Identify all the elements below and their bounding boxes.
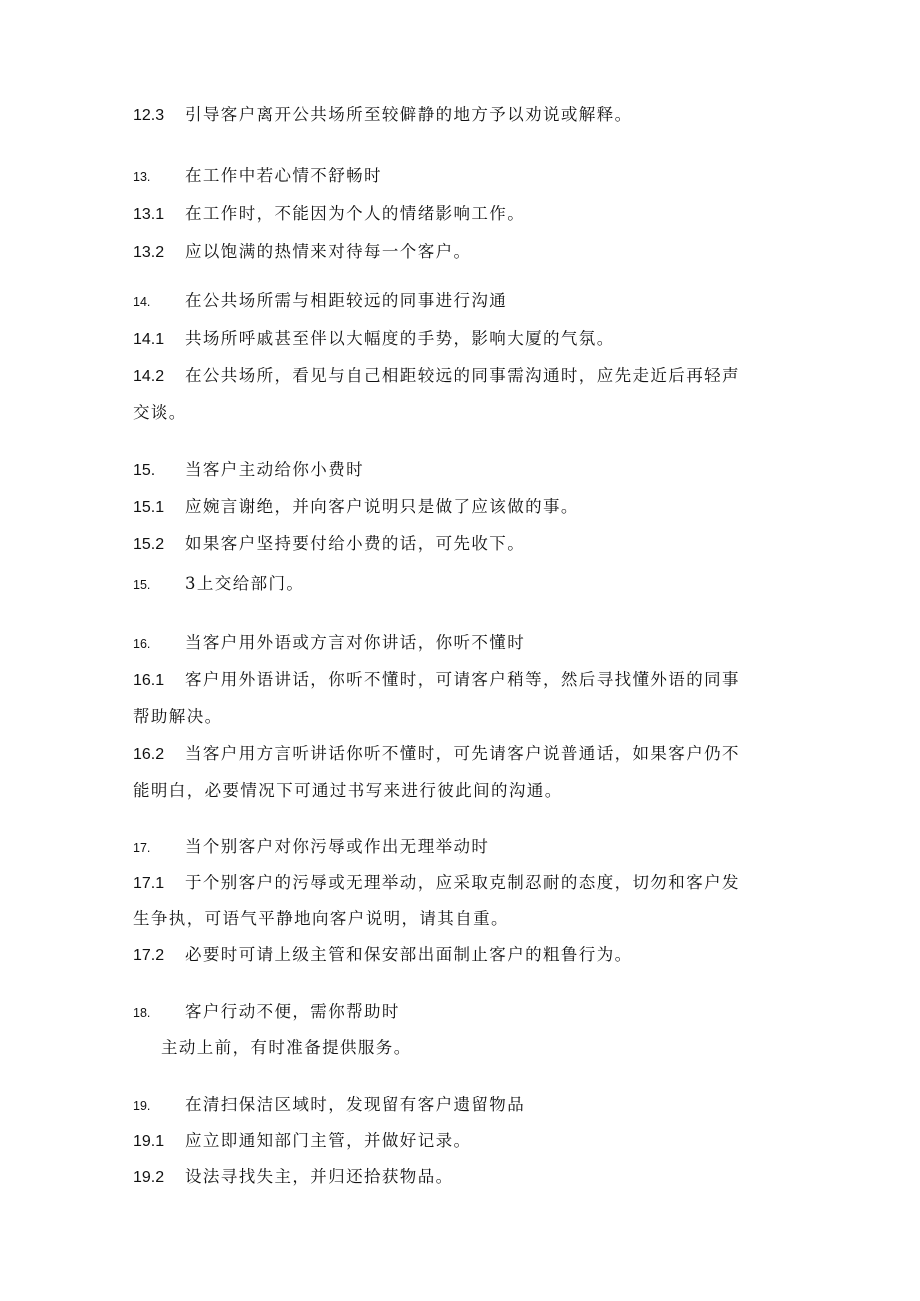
section-number: 19. <box>133 1099 151 1113</box>
section-heading-17 <box>133 836 489 859</box>
section-number: 16. <box>133 637 151 651</box>
item-16-1 <box>133 669 740 692</box>
item-number: 15.2 <box>133 536 165 553</box>
item-text: 交谈。 <box>133 403 187 422</box>
item-number: 16.2 <box>133 746 165 763</box>
item-number: 16.1 <box>133 672 165 689</box>
item-text: 应立即通知部门主管，并做好记录。 <box>185 1131 472 1150</box>
item-16-2-continuation <box>133 780 563 802</box>
section-title: 当客户用外语或方言对你讲话，你听不懂时 <box>185 633 526 652</box>
item-17-1 <box>133 872 740 895</box>
item-text: 应婉言谢绝，并向客户说明只是做了应该做的事。 <box>185 497 579 516</box>
item-number: 17.1 <box>133 875 165 892</box>
item-16-2 <box>133 743 740 766</box>
item-17-2 <box>133 944 633 967</box>
section-title: 客户行动不便，需你帮助时 <box>185 1002 400 1021</box>
item-19-2 <box>133 1166 454 1189</box>
item-text: 帮助解决。 <box>133 707 223 726</box>
section-number: 18. <box>133 1006 151 1020</box>
item-text: 主动上前，有时准备提供服务。 <box>161 1038 412 1057</box>
item-number: 13.2 <box>133 244 165 261</box>
item-19-1 <box>133 1130 471 1153</box>
item-number: 19.1 <box>133 1133 165 1150</box>
item-number: 17.2 <box>133 947 165 964</box>
section-title: 在公共场所需与相距较远的同事进行沟通 <box>185 291 508 310</box>
item-12-3 <box>133 104 633 127</box>
item-text: 在工作时，不能因为个人的情绪影响工作。 <box>185 204 526 223</box>
item-14-2 <box>133 365 740 388</box>
section-heading-18 <box>133 1001 400 1024</box>
item-14-1 <box>133 328 615 351</box>
item-number: 13.1 <box>133 206 165 223</box>
item-text: 生争执，可语气平静地向客户说明，请其自重。 <box>133 909 509 928</box>
item-text: 共场所呼戚甚至伴以大幅度的手势，影响大厦的气氛。 <box>185 329 615 348</box>
item-number: 14.1 <box>133 331 165 348</box>
item-number: 15.1 <box>133 499 165 516</box>
item-15-3 <box>133 573 304 596</box>
section-title: 当个别客户对你污辱或作出无理举动时 <box>185 837 490 856</box>
item-text: 在公共场所，看见与自己相距较远的同事需沟通时，应先走近后再轻声 <box>185 366 740 385</box>
section-number: 17. <box>133 841 151 855</box>
item-13-1 <box>133 203 525 226</box>
item-text: 设法寻找失主，并归还拾获物品。 <box>185 1167 454 1186</box>
item-text: 客户用外语讲话，你听不懂时，可请客户稍等，然后寻找懂外语的同事 <box>185 670 740 689</box>
section-title: 在清扫保洁区域时，发现留有客户遗留物品 <box>185 1095 526 1114</box>
section-heading-14 <box>133 290 507 313</box>
section-number: 15. <box>133 462 156 479</box>
item-13-2 <box>133 241 471 264</box>
item-text: 能明白，必要情况下可通过书写来进行彼此间的沟通。 <box>133 781 563 800</box>
section-heading-13 <box>133 165 382 188</box>
item-text: 必要时可请上级主管和保安部出面制止客户的粗鲁行为。 <box>185 945 633 964</box>
item-16-1-continuation <box>133 706 223 728</box>
item-number: 15. <box>133 578 151 592</box>
item-text: 当客户用方言听讲话你听不懂时，可先请客户说普通话，如果客户仍不 <box>185 744 740 763</box>
item-18-body <box>161 1037 412 1059</box>
item-number: 14.2 <box>133 368 165 385</box>
item-number: 19.2 <box>133 1169 165 1186</box>
item-17-1-continuation <box>133 908 509 930</box>
section-heading-16 <box>133 632 525 655</box>
item-text: 于个别客户的污辱或无理举动，应采取克制忍耐的态度，切勿和客户发 <box>185 873 740 892</box>
item-15-2 <box>133 533 525 556</box>
section-number: 14. <box>133 295 151 309</box>
item-15-1 <box>133 496 579 519</box>
section-heading-19 <box>133 1094 525 1117</box>
item-text: 如果客户坚持要付给小费的话，可先收下。 <box>185 534 526 553</box>
section-title: 当客户主动给你小费时 <box>185 460 364 479</box>
item-number: 12.3 <box>133 107 165 124</box>
item-text: 应以饱满的热情来对待每一个客户。 <box>185 242 472 261</box>
item-text: 引导客户离开公共场所至较僻静的地方予以劝说或解释。 <box>185 105 633 124</box>
section-number: 13. <box>133 170 151 184</box>
section-title: 在工作中若心情不舒畅时 <box>185 166 382 185</box>
item-text: 3上交给部门。 <box>185 574 305 593</box>
item-14-2-continuation <box>133 402 187 424</box>
section-heading-15 <box>133 459 364 482</box>
